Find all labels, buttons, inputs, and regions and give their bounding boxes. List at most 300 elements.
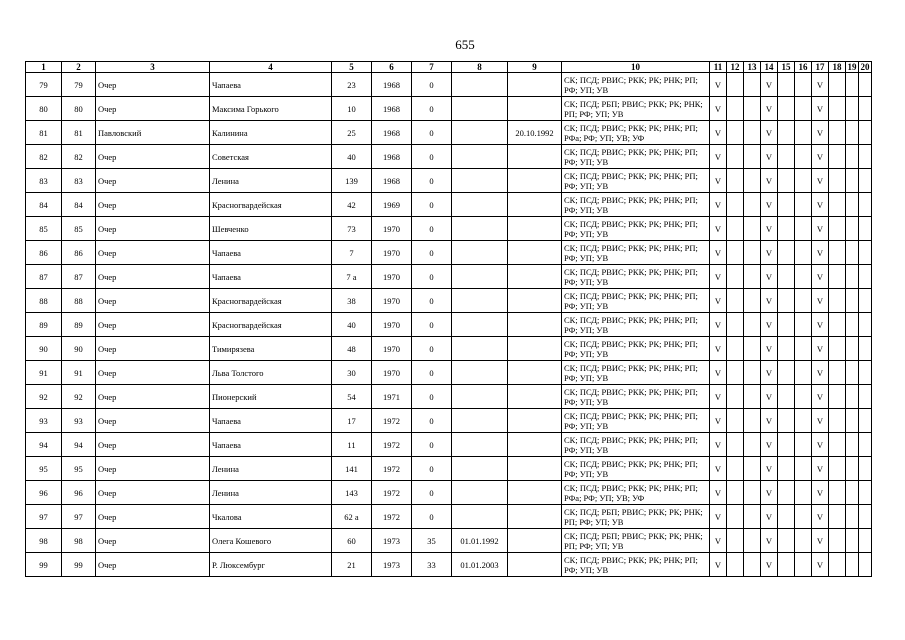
cell-mark-18 [829,505,846,529]
cell-mark-15 [778,313,795,337]
table-row [26,553,872,577]
cell-mark-12 [727,121,744,145]
cell-work-types: СК; ПСД; РВИС; РКК; РК; РНК; РП; РФ; УП; УВ [562,217,710,241]
cell-row-index: 83 [26,169,62,193]
cell-mark-14: V [761,433,778,457]
column-header-14: 14 [761,62,778,73]
cell-col9 [508,73,562,97]
cell-mark-18 [829,433,846,457]
cell-mark-14: V [761,457,778,481]
cell-mark-12 [727,289,744,313]
cell-mark-11: V [710,169,727,193]
cell-street: Р. Люксембург [210,553,332,577]
cell-mark-11: V [710,73,727,97]
cell-object-number: 92 [62,385,96,409]
cell-mark-16 [795,337,812,361]
cell-mark-17: V [812,289,829,313]
cell-mark-17: V [812,265,829,289]
column-header-15: 15 [778,62,795,73]
column-header-4: 4 [210,62,332,73]
cell-work-types: СК; ПСД; РВИС; РКК; РК; РНК; РП; РФ; УП; УВ [562,361,710,385]
cell-mark-14: V [761,361,778,385]
cell-house: 17 [332,409,372,433]
cell-mark-12 [727,553,744,577]
cell-mark-16 [795,457,812,481]
cell-work-types: СК; ПСД; РБП; РВИС; РКК; РК; РНК; РП; РФ; УП; УВ [562,97,710,121]
cell-settlement: Очер [96,529,210,553]
cell-mark-14: V [761,217,778,241]
cell-mark-11: V [710,265,727,289]
cell-house: 62 а [332,505,372,529]
cell-mark-11: V [710,457,727,481]
cell-object-number: 94 [62,433,96,457]
cell-object-number: 87 [62,265,96,289]
cell-mark-11: V [710,505,727,529]
cell-col7: 0 [412,433,452,457]
cell-work-types: СК; ПСД; РВИС; РКК; РК; РНК; РП; РФ; УП; УВ [562,289,710,313]
cell-house: 48 [332,337,372,361]
cell-mark-16 [795,217,812,241]
cell-col8 [452,145,508,169]
cell-mark-19 [846,193,859,217]
cell-settlement: Очер [96,289,210,313]
table-row [26,481,872,505]
cell-mark-12 [727,337,744,361]
cell-row-index: 91 [26,361,62,385]
column-header-6: 6 [372,62,412,73]
cell-row-index: 85 [26,217,62,241]
cell-mark-15 [778,73,795,97]
cell-mark-13 [744,97,761,121]
cell-mark-12 [727,457,744,481]
cell-street: Красногвардейская [210,313,332,337]
cell-mark-20 [859,97,872,121]
cell-work-types: СК; ПСД; РВИС; РКК; РК; РНК; РП; РФ; УП; УВ [562,409,710,433]
cell-mark-14: V [761,481,778,505]
cell-mark-18 [829,73,846,97]
cell-mark-17: V [812,145,829,169]
cell-col9 [508,193,562,217]
cell-col7: 0 [412,385,452,409]
cell-object-number: 93 [62,409,96,433]
cell-mark-15 [778,169,795,193]
cell-col8 [452,409,508,433]
cell-col9 [508,337,562,361]
cell-mark-14: V [761,265,778,289]
cell-col7: 0 [412,241,452,265]
cell-mark-13 [744,481,761,505]
cell-object-number: 80 [62,97,96,121]
cell-mark-13 [744,121,761,145]
cell-mark-13 [744,529,761,553]
cell-row-index: 81 [26,121,62,145]
cell-year: 1973 [372,553,412,577]
cell-mark-11: V [710,145,727,169]
cell-mark-15 [778,481,795,505]
cell-year: 1968 [372,121,412,145]
cell-mark-11: V [710,361,727,385]
cell-mark-13 [744,289,761,313]
cell-col7: 0 [412,289,452,313]
cell-mark-18 [829,193,846,217]
cell-year: 1972 [372,505,412,529]
cell-mark-12 [727,385,744,409]
column-header-18: 18 [829,62,846,73]
cell-mark-16 [795,145,812,169]
cell-row-index: 89 [26,313,62,337]
cell-mark-15 [778,193,795,217]
cell-mark-18 [829,313,846,337]
cell-work-types: СК; ПСД; РВИС; РКК; РК; РНК; РП; РФ; УП; УВ [562,169,710,193]
cell-mark-12 [727,169,744,193]
cell-col7: 0 [412,505,452,529]
column-header-8: 8 [452,62,508,73]
cell-mark-12 [727,481,744,505]
cell-mark-17: V [812,337,829,361]
cell-mark-18 [829,457,846,481]
cell-mark-19 [846,529,859,553]
cell-col7: 0 [412,121,452,145]
cell-mark-13 [744,193,761,217]
cell-mark-20 [859,385,872,409]
cell-col8 [452,457,508,481]
cell-mark-18 [829,529,846,553]
cell-mark-13 [744,265,761,289]
cell-mark-17: V [812,121,829,145]
cell-col9 [508,529,562,553]
cell-year: 1970 [372,217,412,241]
cell-mark-17: V [812,193,829,217]
cell-mark-15 [778,457,795,481]
cell-mark-18 [829,241,846,265]
cell-work-types: СК; ПСД; РВИС; РКК; РК; РНК; РП; РФ; УП; УВ [562,433,710,457]
column-header-9: 9 [508,62,562,73]
cell-col9 [508,409,562,433]
cell-mark-12 [727,265,744,289]
cell-object-number: 98 [62,529,96,553]
cell-col8 [452,313,508,337]
cell-object-number: 85 [62,217,96,241]
cell-mark-19 [846,385,859,409]
cell-year: 1972 [372,457,412,481]
cell-work-types: СК; ПСД; РВИС; РКК; РК; РНК; РП; РФ; УП; УВ [562,337,710,361]
cell-col9 [508,457,562,481]
cell-col9 [508,289,562,313]
cell-work-types: СК; ПСД; РВИС; РКК; РК; РНК; РП; РФ; УП; УВ [562,241,710,265]
cell-col7: 35 [412,529,452,553]
cell-mark-14: V [761,241,778,265]
cell-mark-18 [829,337,846,361]
cell-mark-12 [727,241,744,265]
cell-mark-12 [727,73,744,97]
cell-mark-17: V [812,169,829,193]
cell-mark-19 [846,457,859,481]
cell-mark-19 [846,241,859,265]
cell-mark-20 [859,265,872,289]
cell-mark-20 [859,337,872,361]
cell-street: Чапаева [210,73,332,97]
column-header-7: 7 [412,62,452,73]
cell-street: Чкалова [210,505,332,529]
cell-row-index: 96 [26,481,62,505]
cell-mark-13 [744,433,761,457]
cell-row-index: 84 [26,193,62,217]
cell-house: 40 [332,313,372,337]
column-header-19: 19 [847,62,857,72]
cell-object-number: 95 [62,457,96,481]
cell-col9 [508,217,562,241]
cell-street: Льва Толстого [210,361,332,385]
cell-mark-19 [846,73,859,97]
table-row [26,145,872,169]
cell-street: Красногвардейская [210,289,332,313]
cell-row-index: 80 [26,97,62,121]
cell-work-types: СК; ПСД; РВИС; РКК; РК; РНК; РП; РФа; РФ; УП; УВ; УФ [562,121,710,145]
cell-object-number: 99 [62,553,96,577]
cell-mark-14: V [761,289,778,313]
cell-col7: 0 [412,217,452,241]
cell-row-index: 99 [26,553,62,577]
cell-mark-19 [846,145,859,169]
cell-object-number: 81 [62,121,96,145]
cell-year: 1970 [372,265,412,289]
cell-col9 [508,481,562,505]
cell-object-number: 86 [62,241,96,265]
cell-mark-17: V [812,553,829,577]
cell-col8 [452,361,508,385]
cell-year: 1969 [372,193,412,217]
cell-col7: 0 [412,361,452,385]
cell-mark-14: V [761,505,778,529]
cell-col7: 0 [412,457,452,481]
cell-mark-17: V [812,361,829,385]
column-header-13: 13 [744,62,761,73]
cell-mark-11: V [710,385,727,409]
cell-mark-11: V [710,193,727,217]
cell-mark-18 [829,145,846,169]
cell-mark-20 [859,433,872,457]
table-row [26,289,872,313]
header-row [26,62,872,73]
cell-mark-18 [829,265,846,289]
cell-street: Чапаева [210,265,332,289]
cell-mark-12 [727,433,744,457]
cell-col8 [452,121,508,145]
cell-mark-15 [778,529,795,553]
cell-year: 1968 [372,169,412,193]
cell-settlement: Очер [96,505,210,529]
cell-settlement: Очер [96,433,210,457]
cell-mark-11: V [710,241,727,265]
cell-col7: 0 [412,337,452,361]
cell-col8 [452,97,508,121]
cell-col8 [452,433,508,457]
column-header-2: 2 [62,62,96,73]
cell-work-types: СК; ПСД; РВИС; РКК; РК; РНК; РП; РФ; УП; УВ [562,553,710,577]
cell-house: 21 [332,553,372,577]
cell-col7: 0 [412,169,452,193]
cell-settlement: Павловский [96,121,210,145]
cell-mark-20 [859,73,872,97]
cell-row-index: 79 [26,73,62,97]
cell-mark-15 [778,337,795,361]
cell-col9 [508,361,562,385]
cell-mark-12 [727,313,744,337]
cell-row-index: 93 [26,409,62,433]
cell-mark-14: V [761,409,778,433]
cell-mark-11: V [710,313,727,337]
cell-work-types: СК; ПСД; РВИС; РКК; РК; РНК; РП; РФ; УП; УВ [562,193,710,217]
cell-col7: 0 [412,145,452,169]
cell-mark-12 [727,529,744,553]
cell-mark-20 [859,289,872,313]
cell-object-number: 96 [62,481,96,505]
column-header-17: 17 [812,62,829,73]
cell-mark-20 [859,193,872,217]
cell-work-types: СК; ПСД; РБП; РВИС; РКК; РК; РНК; РП; РФ; УП; УВ [562,529,710,553]
cell-year: 1973 [372,529,412,553]
cell-mark-18 [829,121,846,145]
cell-work-types: СК; ПСД; РБП; РВИС; РКК; РК; РНК; РП; РФ; УП; УВ [562,505,710,529]
cell-row-index: 92 [26,385,62,409]
cell-mark-14: V [761,385,778,409]
cell-mark-20 [859,313,872,337]
cell-mark-17: V [812,529,829,553]
cell-mark-16 [795,265,812,289]
cell-settlement: Очер [96,241,210,265]
cell-settlement: Очер [96,73,210,97]
cell-mark-16 [795,481,812,505]
cell-mark-13 [744,145,761,169]
cell-mark-19 [846,337,859,361]
cell-work-types: СК; ПСД; РВИС; РКК; РК; РНК; РП; РФ; УП; УВ [562,265,710,289]
column-header-20: 20 [860,62,870,72]
cell-mark-15 [778,361,795,385]
cell-mark-11: V [710,409,727,433]
cell-mark-18 [829,289,846,313]
cell-mark-12 [727,97,744,121]
cell-settlement: Очер [96,97,210,121]
cell-row-index: 88 [26,289,62,313]
cell-mark-20 [859,481,872,505]
cell-mark-16 [795,241,812,265]
cell-house: 139 [332,169,372,193]
cell-col9 [508,241,562,265]
cell-mark-16 [795,97,812,121]
cell-mark-13 [744,385,761,409]
cell-mark-13 [744,361,761,385]
cell-settlement: Очер [96,193,210,217]
cell-col7: 0 [412,481,452,505]
cell-mark-13 [744,169,761,193]
cell-mark-20 [859,457,872,481]
cell-mark-14: V [761,121,778,145]
table-row [26,265,872,289]
cell-mark-13 [744,409,761,433]
cell-mark-16 [795,121,812,145]
cell-mark-17: V [812,481,829,505]
cell-mark-20 [859,553,872,577]
cell-mark-14: V [761,553,778,577]
cell-col8 [452,289,508,313]
cell-settlement: Очер [96,553,210,577]
cell-street: Олега Кошевого [210,529,332,553]
cell-mark-19 [846,313,859,337]
cell-mark-16 [795,553,812,577]
cell-year: 1968 [372,145,412,169]
cell-mark-17: V [812,433,829,457]
cell-work-types: СК; ПСД; РВИС; РКК; РК; РНК; РП; РФ; УП; УВ [562,457,710,481]
table-row [26,193,872,217]
cell-year: 1968 [372,97,412,121]
cell-year: 1972 [372,409,412,433]
cell-settlement: Очер [96,265,210,289]
cell-mark-11: V [710,433,727,457]
cell-col9 [508,313,562,337]
column-header-10: 10 [562,62,710,73]
cell-mark-12 [727,361,744,385]
column-header-1: 1 [26,62,62,73]
cell-mark-14: V [761,97,778,121]
cell-street: Шевченко [210,217,332,241]
table-row [26,361,872,385]
cell-row-index: 97 [26,505,62,529]
cell-row-index: 90 [26,337,62,361]
cell-col8 [452,337,508,361]
cell-settlement: Очер [96,409,210,433]
cell-street: Ленина [210,481,332,505]
cell-mark-19 [846,553,859,577]
cell-mark-20 [859,169,872,193]
cell-house: 60 [332,529,372,553]
cell-mark-16 [795,313,812,337]
cell-mark-13 [744,241,761,265]
cell-house: 23 [332,73,372,97]
table-row [26,313,872,337]
cell-mark-18 [829,385,846,409]
cell-mark-15 [778,217,795,241]
cell-mark-15 [778,145,795,169]
cell-work-types: СК; ПСД; РВИС; РКК; РК; РНК; РП; РФ; УП; УВ [562,313,710,337]
cell-col8 [452,265,508,289]
cell-settlement: Очер [96,169,210,193]
cell-mark-16 [795,529,812,553]
cell-mark-11: V [710,121,727,145]
cell-mark-20 [859,361,872,385]
cell-settlement: Очер [96,145,210,169]
cell-mark-14: V [761,169,778,193]
cell-mark-17: V [812,241,829,265]
cell-mark-20 [859,505,872,529]
cell-col8 [452,73,508,97]
cell-mark-15 [778,553,795,577]
table-row [26,217,872,241]
cell-mark-20 [859,121,872,145]
table-row [26,337,872,361]
cell-street: Чапаева [210,241,332,265]
cell-col8 [452,217,508,241]
cell-mark-19 [846,433,859,457]
cell-mark-19 [846,289,859,313]
cell-mark-18 [829,97,846,121]
cell-mark-18 [829,553,846,577]
cell-mark-13 [744,457,761,481]
cell-col9 [508,505,562,529]
cell-mark-16 [795,361,812,385]
cell-mark-13 [744,313,761,337]
cell-house: 42 [332,193,372,217]
cell-mark-18 [829,361,846,385]
